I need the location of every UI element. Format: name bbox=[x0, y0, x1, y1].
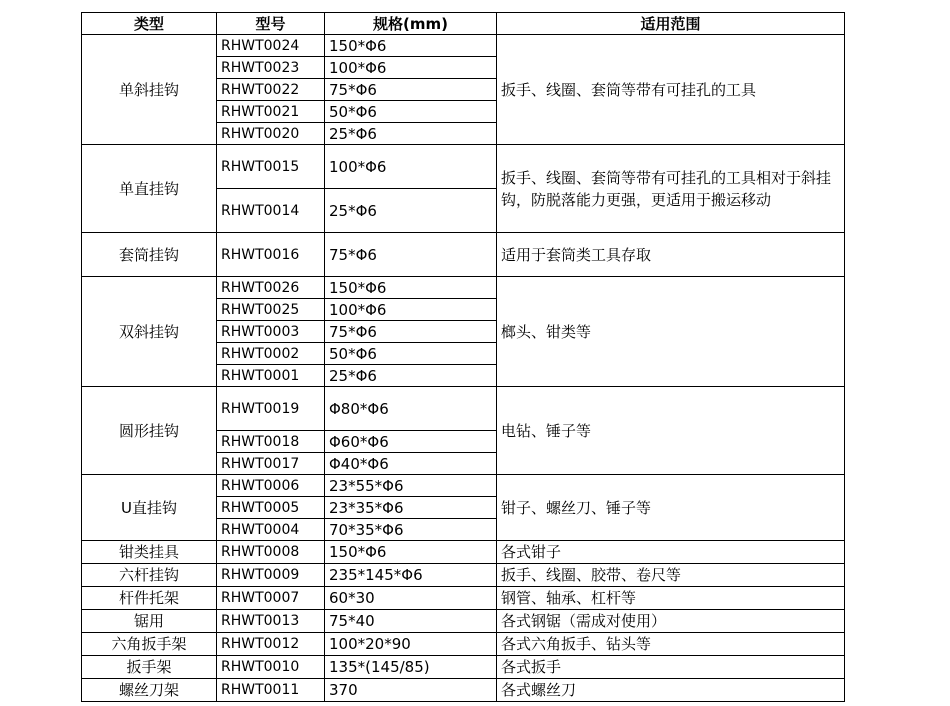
cell-spec: 100*20*90 bbox=[325, 633, 497, 656]
table-row bbox=[82, 541, 845, 564]
cell-spec: 150*Φ6 bbox=[325, 541, 497, 564]
cell-spec: 150*Φ6 bbox=[325, 277, 497, 299]
cell-spec: 75*Φ6 bbox=[325, 321, 497, 343]
cell-model: RHWT0026 bbox=[217, 277, 325, 299]
cell-spec: Φ40*Φ6 bbox=[325, 453, 497, 475]
cell-model: RHWT0003 bbox=[217, 321, 325, 343]
cell-type: 单直挂钩 bbox=[82, 145, 217, 233]
cell-spec: Φ80*Φ6 bbox=[325, 387, 497, 431]
table-header bbox=[82, 13, 845, 35]
cell-model: RHWT0004 bbox=[217, 519, 325, 541]
cell-usage: 钢管、轴承、杠杆等 bbox=[497, 587, 845, 610]
cell-spec: 75*Φ6 bbox=[325, 233, 497, 277]
table-body bbox=[82, 35, 845, 702]
cell-spec: 150*Φ6 bbox=[325, 35, 497, 57]
table-row bbox=[82, 610, 845, 633]
cell-type: 杆件托架 bbox=[82, 587, 217, 610]
cell-model: RHWT0015 bbox=[217, 145, 325, 189]
product-spec-table bbox=[81, 12, 845, 702]
cell-spec: 75*40 bbox=[325, 610, 497, 633]
cell-spec: 70*35*Φ6 bbox=[325, 519, 497, 541]
cell-type: 单斜挂钩 bbox=[82, 35, 217, 145]
cell-spec: 235*145*Φ6 bbox=[325, 564, 497, 587]
cell-model: RHWT0002 bbox=[217, 343, 325, 365]
cell-usage: 扳手、线圈、套筒等带有可挂孔的工具相对于斜挂钩，防脱落能力更强，更适用于搬运移动 bbox=[497, 145, 845, 233]
cell-model: RHWT0024 bbox=[217, 35, 325, 57]
table-row bbox=[82, 633, 845, 656]
cell-model: RHWT0009 bbox=[217, 564, 325, 587]
cell-spec: 60*30 bbox=[325, 587, 497, 610]
cell-usage: 扳手、线圈、套筒等带有可挂孔的工具 bbox=[497, 35, 845, 145]
cell-model: RHWT0025 bbox=[217, 299, 325, 321]
cell-model: RHWT0022 bbox=[217, 79, 325, 101]
cell-model: RHWT0018 bbox=[217, 431, 325, 453]
cell-model: RHWT0001 bbox=[217, 365, 325, 387]
cell-type: 六杆挂钩 bbox=[82, 564, 217, 587]
cell-model: RHWT0023 bbox=[217, 57, 325, 79]
cell-model: RHWT0014 bbox=[217, 189, 325, 233]
table-row bbox=[82, 656, 845, 679]
cell-spec: 50*Φ6 bbox=[325, 343, 497, 365]
cell-usage: 电钻、锤子等 bbox=[497, 387, 845, 475]
cell-usage: 各式六角扳手、钻头等 bbox=[497, 633, 845, 656]
cell-spec: 50*Φ6 bbox=[325, 101, 497, 123]
cell-spec: 135*(145/85) bbox=[325, 656, 497, 679]
table-row bbox=[82, 564, 845, 587]
header-spec: 规格(mm) bbox=[325, 13, 497, 35]
table-row bbox=[82, 35, 845, 57]
cell-model: RHWT0016 bbox=[217, 233, 325, 277]
cell-type: U直挂钩 bbox=[82, 475, 217, 541]
cell-spec: 25*Φ6 bbox=[325, 123, 497, 145]
cell-spec: 25*Φ6 bbox=[325, 189, 497, 233]
cell-usage: 适用于套筒类工具存取 bbox=[497, 233, 845, 277]
cell-type: 扳手架 bbox=[82, 656, 217, 679]
cell-spec: Φ60*Φ6 bbox=[325, 431, 497, 453]
table-row bbox=[82, 679, 845, 702]
cell-spec: 23*35*Φ6 bbox=[325, 497, 497, 519]
cell-spec: 100*Φ6 bbox=[325, 145, 497, 189]
table-row bbox=[82, 277, 845, 299]
cell-type: 圆形挂钩 bbox=[82, 387, 217, 475]
cell-type: 锯用 bbox=[82, 610, 217, 633]
cell-model: RHWT0005 bbox=[217, 497, 325, 519]
cell-usage: 各式螺丝刀 bbox=[497, 679, 845, 702]
cell-model: RHWT0021 bbox=[217, 101, 325, 123]
cell-type: 六角扳手架 bbox=[82, 633, 217, 656]
cell-usage: 各式扳手 bbox=[497, 656, 845, 679]
cell-spec: 23*55*Φ6 bbox=[325, 475, 497, 497]
cell-spec: 75*Φ6 bbox=[325, 79, 497, 101]
cell-type: 双斜挂钩 bbox=[82, 277, 217, 387]
cell-model: RHWT0006 bbox=[217, 475, 325, 497]
header-usage: 适用范围 bbox=[497, 13, 845, 35]
cell-model: RHWT0017 bbox=[217, 453, 325, 475]
cell-usage: 各式钳子 bbox=[497, 541, 845, 564]
cell-model: RHWT0019 bbox=[217, 387, 325, 431]
cell-type: 螺丝刀架 bbox=[82, 679, 217, 702]
cell-type: 套筒挂钩 bbox=[82, 233, 217, 277]
cell-spec: 100*Φ6 bbox=[325, 299, 497, 321]
cell-model: RHWT0020 bbox=[217, 123, 325, 145]
table-row bbox=[82, 387, 845, 431]
cell-model: RHWT0013 bbox=[217, 610, 325, 633]
header-model: 型号 bbox=[217, 13, 325, 35]
cell-usage: 各式钢锯（需成对使用） bbox=[497, 610, 845, 633]
cell-model: RHWT0010 bbox=[217, 656, 325, 679]
cell-model: RHWT0011 bbox=[217, 679, 325, 702]
cell-usage: 扳手、线圈、胶带、卷尺等 bbox=[497, 564, 845, 587]
cell-model: RHWT0012 bbox=[217, 633, 325, 656]
table-row bbox=[82, 475, 845, 497]
cell-spec: 25*Φ6 bbox=[325, 365, 497, 387]
table-row bbox=[82, 233, 845, 277]
table-row bbox=[82, 587, 845, 610]
cell-model: RHWT0008 bbox=[217, 541, 325, 564]
cell-spec: 370 bbox=[325, 679, 497, 702]
cell-model: RHWT0007 bbox=[217, 587, 325, 610]
cell-type: 钳类挂具 bbox=[82, 541, 217, 564]
cell-spec: 100*Φ6 bbox=[325, 57, 497, 79]
header-type: 类型 bbox=[82, 13, 217, 35]
table-row bbox=[82, 145, 845, 189]
cell-usage: 榔头、钳类等 bbox=[497, 277, 845, 387]
cell-usage: 钳子、螺丝刀、锤子等 bbox=[497, 475, 845, 541]
